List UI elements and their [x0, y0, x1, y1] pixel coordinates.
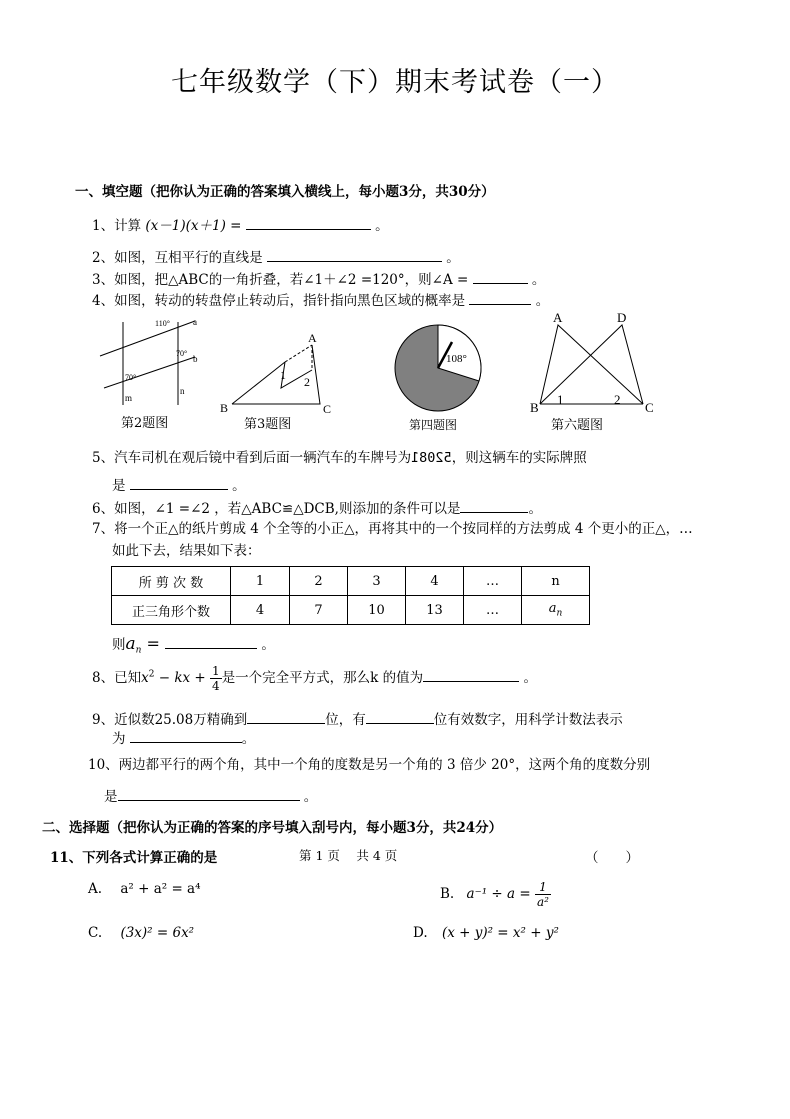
q2-text: 2、如图，互相平行的直线是	[92, 250, 263, 266]
q9-blank-2[interactable]	[366, 711, 434, 724]
q6-answer-blank[interactable]	[460, 500, 528, 513]
option-c-label: C.	[88, 925, 103, 941]
fig3-label-c: C	[323, 402, 332, 416]
q4-text: 4、如图，转动的转盘停止转动后，指针指向黑色区域的概率是	[92, 293, 466, 309]
fig2-label-b: b	[193, 354, 198, 364]
figures-row	[0, 300, 790, 440]
q4-end: 。	[535, 293, 550, 309]
fig6-label-a: A	[553, 310, 563, 325]
q2-end: 。	[446, 250, 460, 266]
q9-blank-1[interactable]	[247, 711, 325, 724]
fig2-caption: 第2题图	[121, 416, 169, 431]
q1-text: 计算	[114, 218, 142, 234]
q6-text: 6、如图，∠1 =∠2 ，若△ABC≌△DCB,则添加的条件可以是	[92, 501, 461, 517]
q1-answer-blank[interactable]	[246, 217, 371, 230]
q5-answer-blank[interactable]	[130, 477, 228, 490]
q9-blank-3[interactable]	[130, 730, 242, 743]
q3-text: 3、如图，把△ABC的一角折叠，若∠1＋∠2 =120°，则∠A =	[92, 272, 469, 288]
q9-a: 9、近似数25.08万精确到	[92, 712, 248, 728]
q1-end: 。	[375, 218, 389, 234]
q1-num: 1、	[92, 218, 115, 234]
question-10-line2	[104, 785, 317, 805]
option-c[interactable]	[88, 925, 194, 941]
q5-line2: 是	[112, 478, 126, 494]
q9-line2: 为	[112, 731, 126, 747]
fig4-caption: 第四题图	[409, 418, 458, 432]
q9-b: 位，有	[325, 712, 366, 728]
fig2-label-n: n	[180, 386, 185, 396]
question-7: 7、将一个正△的纸片剪成 4 个全等的小正△，再将其中的一个按同样的方法剪成 4 个更小的正△，…	[92, 521, 693, 537]
figure-3	[220, 331, 331, 416]
q7-answer-blank[interactable]	[165, 636, 257, 649]
table-cell: n	[522, 567, 590, 596]
q8-end: 。	[523, 670, 537, 686]
page-title: 七年级数学（下）期末考试卷（一）	[171, 67, 619, 98]
option-d[interactable]	[413, 925, 559, 941]
fig2-angle-70b: 70°	[125, 373, 137, 382]
table-cell: …	[464, 567, 522, 596]
option-a-label: A.	[88, 881, 103, 897]
fig3-label-1: 1	[280, 368, 286, 382]
table-row	[112, 596, 590, 625]
figure-2	[100, 317, 198, 405]
q8-frac-num: 1	[212, 664, 220, 678]
q5-text2: ，则这辆车的实际牌照	[451, 450, 587, 466]
option-a-expr: a² + a² = a⁴	[120, 881, 201, 897]
fig2-label-a: a	[193, 317, 197, 327]
q7-result-eq: =	[141, 634, 166, 653]
q8-post: 是一个完全平方式，那么k 的值为	[221, 670, 424, 686]
fig3-label-a: A	[308, 331, 317, 345]
option-b-den: a²	[536, 895, 549, 909]
fig6-label-1: 1	[557, 392, 564, 407]
option-b-label: B.	[440, 886, 455, 902]
q5-plate: 52081	[411, 450, 452, 466]
question-7-result	[112, 633, 275, 656]
q8-answer-blank[interactable]	[423, 669, 519, 682]
q10-answer-blank[interactable]	[118, 788, 300, 801]
q11-answer-paren[interactable]: （ ）	[585, 850, 639, 866]
q3-end: 。	[531, 272, 546, 288]
fig6-caption: 第六题图	[551, 418, 604, 433]
question-6	[92, 497, 542, 517]
q1-expr: (x－1)(x＋1) =	[145, 218, 242, 234]
option-d-expr: (x + y)² = x² + y²	[441, 925, 559, 941]
option-d-label: D.	[413, 925, 428, 941]
q10-line2: 是	[104, 789, 118, 805]
question-7-line2: 如此下去，结果如下表：	[112, 543, 261, 559]
table-cell: 10	[348, 596, 406, 625]
table-cell: 7	[290, 596, 348, 625]
table-cell: 4	[406, 567, 464, 596]
option-a[interactable]	[88, 881, 201, 897]
section1-heading: 一、填空题（把你认为正确的答案填入横线上，每小题3分，共30分）	[75, 184, 495, 200]
q9-end: 。	[241, 731, 256, 747]
table-cell: 正三角形个数	[112, 596, 231, 625]
q8-expr-x: x	[141, 670, 149, 686]
question-10: 10、两边都平行的两个角，其中一个角的度数是另一个角的 3 倍少 20°，这两个角的度数分别	[88, 757, 651, 773]
q7-result-end: 。	[261, 637, 275, 653]
q3-answer-blank[interactable]	[473, 271, 528, 284]
fig4-angle-label: 108°	[446, 353, 467, 365]
table-cell: 2	[290, 567, 348, 596]
table-cell-an	[522, 596, 590, 625]
fig6-label-d: D	[617, 310, 627, 325]
q8-fraction	[210, 664, 222, 693]
table-cell: …	[464, 596, 522, 625]
option-c-expr: (3x)² = 6x²	[120, 925, 195, 941]
table-cell: 3	[348, 567, 406, 596]
q5-end: 。	[232, 478, 246, 494]
q7-result-text: 则	[112, 637, 126, 653]
q10-end: 。	[303, 789, 318, 805]
figure-4	[395, 325, 481, 411]
q8-frac-den: 4	[212, 679, 220, 693]
fig6-label-c: C	[645, 400, 654, 415]
q2-answer-blank[interactable]	[267, 249, 442, 262]
table-cell: 所 剪 次 数	[112, 567, 231, 596]
question-1	[92, 214, 389, 234]
q9-c: 位有效数字，用科学计数法表示	[433, 712, 623, 728]
option-b-expr: a⁻¹ ÷ a =	[466, 886, 531, 902]
q6-end: 。	[528, 501, 542, 517]
option-b-fraction	[535, 880, 551, 909]
q8-pre: 8、已知	[92, 670, 142, 686]
question-5-line2	[112, 474, 246, 494]
fig3-label-2: 2	[304, 375, 310, 389]
fig2-angle-110: 110°	[155, 319, 170, 328]
option-b-num: 1	[535, 880, 551, 895]
fig2-angle-70a: 70°	[176, 349, 188, 358]
fig3-caption: 第3题图	[244, 417, 292, 432]
q7-table	[111, 566, 590, 625]
fig6-label-2: 2	[614, 392, 621, 407]
question-5	[92, 446, 587, 466]
table-row	[112, 567, 590, 596]
figure-6	[530, 310, 654, 415]
q5-text: 5、汽车司机在观后镜中看到后面一辆汽车的车牌号为	[92, 450, 412, 466]
q7-result-a: a	[125, 634, 136, 654]
fig6-label-b: B	[530, 400, 539, 415]
q8-expr-b: − kx +	[154, 670, 206, 686]
question-3	[92, 268, 545, 288]
table-cell: 4	[231, 596, 290, 625]
question-9-line2	[112, 727, 255, 747]
option-b[interactable]	[440, 880, 551, 909]
table-cell: 13	[406, 596, 464, 625]
section2-heading: 二、选择题（把你认为正确的答案的序号填入刮号内，每小题3分，共24分）	[42, 820, 503, 836]
fig3-label-b: B	[220, 401, 229, 415]
question-8: 8、已知$x^2$ − kx + $\frac{1}{4}$ 是一个完全平方式，那么k 的值为 。	[92, 664, 537, 693]
q7-result-sub: n	[135, 645, 142, 656]
question-9	[92, 708, 623, 728]
an-subscript: n	[556, 608, 563, 619]
table-cell: 1	[231, 567, 290, 596]
fig2-label-m: m	[125, 393, 133, 403]
page-footer: 第 1 页 共 4 页	[299, 848, 398, 863]
an-symbol: a	[548, 601, 557, 617]
question-11: 11、下列各式计算正确的是	[50, 850, 218, 866]
question-2	[92, 246, 460, 266]
